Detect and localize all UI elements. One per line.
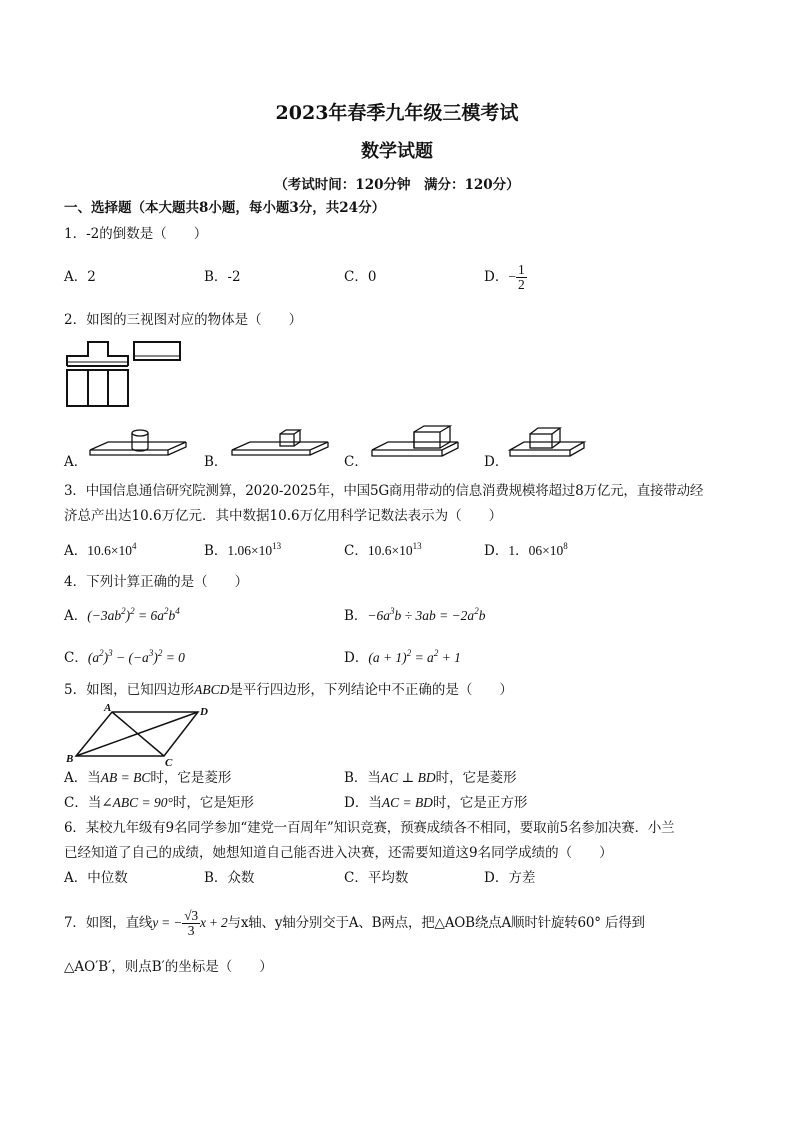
q2-option-a-cylinder-figure — [86, 428, 190, 468]
q5-option-b: B．当AC ⊥ BD时，它是菱形 — [344, 770, 517, 786]
q7-stem-line2: △AO′B′，则点B′的坐标是（ ） — [64, 959, 273, 975]
section-heading: 一、选择题（本大题共8小题，每小题3分，共24分） — [64, 200, 386, 216]
q5-option-c: C．当∠ABC = 90°时，它是矩形 — [64, 795, 254, 811]
q5-label-b: B — [66, 753, 74, 765]
q5-option-a: A．当AB = BC时，它是菱形 — [64, 770, 232, 786]
q1-option-d: D．− $\frac{1}{2}$ — [484, 262, 525, 292]
q6-option-a: A．中位数 — [64, 870, 128, 886]
q2-option-a: A． — [64, 454, 88, 470]
q3-option-c: C．$10.6\times 10^{13}$ — [344, 541, 422, 559]
q3-option-b: B．$1.06\times 10^{13}$ — [204, 541, 282, 559]
q5-label-c: C — [165, 757, 173, 766]
q2-option-d-raised-block-figure — [506, 424, 588, 468]
q1-stem: 1．-2的倒数是（ ） — [64, 226, 208, 242]
exam-title: 2023年春季九年级三模考试 — [275, 102, 519, 124]
q3-stem-line2: 济总产出达10.6万亿元．其中数据10.6万亿用科学记数法表示为（ ） — [64, 508, 503, 524]
q2-option-c-step-block-figure — [368, 424, 462, 468]
q3-option-d: D．1．$06\times 10^8$ — [484, 541, 568, 559]
q4-option-b: B．$-6a^3b \div 3ab = -2a^2b$ — [344, 606, 486, 624]
q1-option-a: A．2 — [64, 269, 96, 285]
q2-option-b: B． — [204, 454, 228, 470]
q6-stem-line1: 6．某校九年级有9名同学参加“建党一百周年”知识竞赛，预赛成绩各不相同，要取前5名参加决赛．小兰 — [64, 820, 675, 836]
q5-parallelogram-figure — [64, 704, 214, 766]
q1-option-b: B．-2 — [204, 269, 241, 285]
q4-stem: 4．下列计算正确的是（ ） — [64, 574, 249, 590]
q3-option-a: A．$10.6\times 10^4$ — [64, 541, 137, 559]
q6-stem-line2: 已经知道了自己的成绩，她想知道自己能否进入决赛，还需要知道这9名同学成绩的（ ） — [64, 845, 613, 861]
q5-label-a: A — [104, 704, 112, 714]
q2-option-c: C． — [344, 454, 368, 470]
q5-label-d: D — [200, 706, 208, 718]
q7-stem-line1: 7．如图，直线y = − $\frac{√3}{3}$ x + 2与x轴、y轴分别交于A、B两点，把△AOB绕点A顺时针旋转60° 后得到 — [64, 908, 645, 938]
q4-option-d: D．$(a + 1)^2 = a^2 + 1$ — [344, 648, 461, 666]
q6-option-d: D．方差 — [484, 870, 536, 886]
q4-option-c: C．$(a^2)^3 - (-a^3)^2 = 0$ — [64, 648, 185, 666]
q2-stem: 2．如图的三视图对应的物体是（ ） — [64, 312, 303, 328]
q4-option-a: A．$(-3ab^2)^2 = 6a^2b^4$ — [64, 606, 180, 624]
q5-stem: 5．如图，已知四边形ABCD是平行四边形，下列结论中不正确的是（ ） — [64, 682, 513, 698]
q6-option-b: B．众数 — [204, 870, 255, 886]
q2-option-b-cube-figure — [228, 428, 332, 468]
q5-option-d: D．当AC = BD时，它是正方形 — [344, 795, 528, 811]
q6-option-c: C．平均数 — [344, 870, 409, 886]
exam-subject: 数学试题 — [361, 141, 433, 162]
q2-three-views-figure — [64, 338, 192, 410]
q3-stem-line1: 3．中国信息通信研究院测算，2020-2025年，中国5G商用带动的信息消费规模将超过8万亿元，直接带动经 — [64, 483, 704, 499]
q1-option-c: C．0 — [344, 269, 377, 285]
q2-option-d: D． — [484, 454, 509, 470]
exam-meta: （考试时间：120分钟 满分：120分） — [274, 177, 520, 193]
